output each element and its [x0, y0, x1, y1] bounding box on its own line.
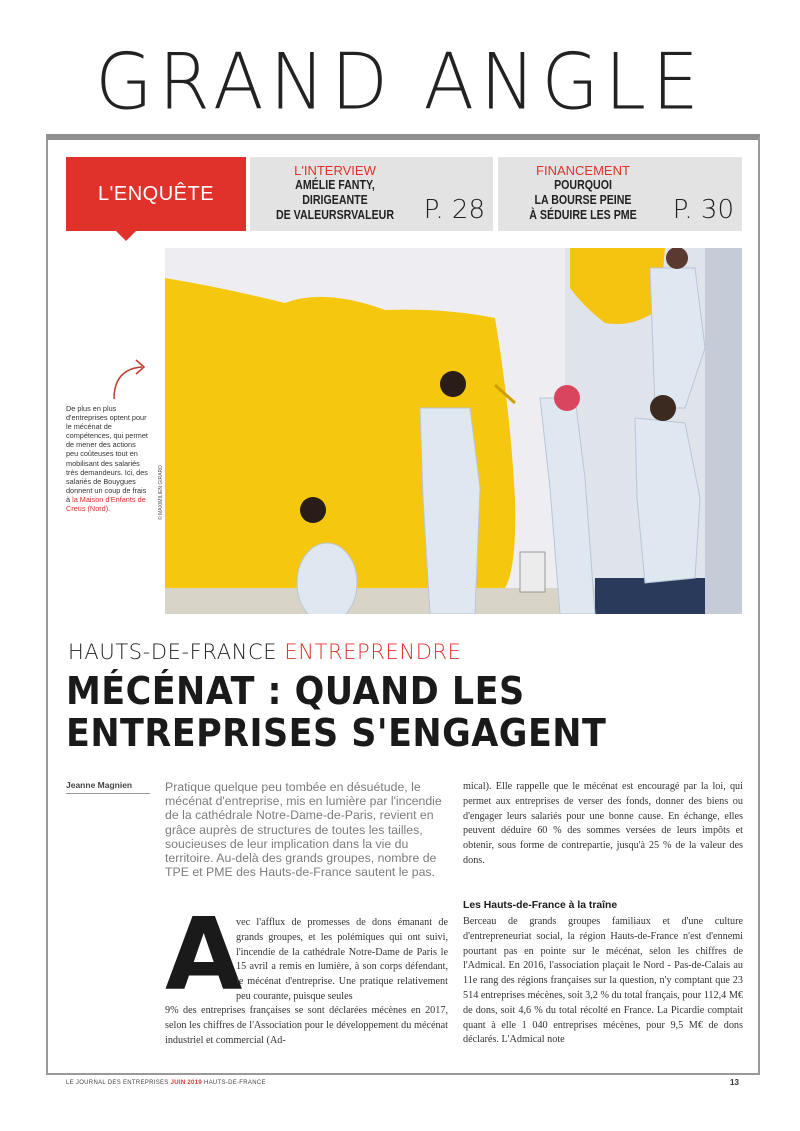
- photo-credit: © MAXIMILIEN GIRARD: [158, 465, 164, 520]
- section-title: GRAND ANGLE: [95, 36, 705, 128]
- nav-interview-line: DIRIGEANTE: [302, 193, 368, 207]
- nav-finance-line: POURQUOI: [554, 178, 612, 192]
- article-lead: Pratique quelque peu tombée en désuétude, le mécénat d'entreprise, mis en lumière par l'incendie de la cathédrale Notre-Dame-de-Paris, revient en grâce auprès de structures de toutes les tailles, soucieuses de leur implication dans la vie du territoire. Au-delà des grands groupes, nombre de TPE et PME des Hauts-de-France sautent le pas.: [165, 780, 442, 880]
- nav-tab-enquete[interactable]: L'ENQUÊTE: [66, 157, 246, 231]
- nav-interview-kicker: L'INTERVIEW: [294, 163, 376, 178]
- footer-region: HAUTS-DE-FRANCE: [203, 1080, 266, 1086]
- body-text-left: vec l'afflux de promesses de dons émanant de grands groupes, et les polémiques qui ont suivi, l'incendie de la cathédrale Notre-Dame de Paris le 15 avril a remis en lumière, à son corps défendant, le mécénat d'entreprise. Une pratique relativement peu courante, puisque seules: [236, 917, 448, 1002]
- footer-edition: JUIN 2019: [170, 1080, 202, 1086]
- curved-arrow-icon: [108, 355, 150, 403]
- nav-finance-line: À SÉDUIRE LES PME: [529, 208, 637, 222]
- nav-interview-text: [263, 178, 408, 223]
- article-photo: [165, 248, 742, 614]
- body-text-right-continued: Berceau de grands groupes familiaux et d'une culture d'entrepreneuriat social, la région Hauts-de-France n'est d'ennemi pourtant pas en pointe sur le mécénat, selon les chiffres de l'Admical. En 2016, l'association plaçait le Nord - Pas-de-Calais au 11e rang des régions françaises sur la question, n'y comptant que 23 514 entreprises mécènes, soit 3,2 % du total français, pour 112,4 M€ de dons, soit 4,6 % du total récolté en France. La Picardie comptait quant à elle 1 040 entreprises mécènes, pour 9,5 M€ de dons déclarés. L'Admical note: [463, 916, 743, 1046]
- byline: Jeanne Magnien: [66, 780, 133, 790]
- body-text-left-continued: 9% des entreprises françaises se sont déclarées mécènes en 2017, selon les chiffres de l'Association pour le développement du mécénat industriel et commercial (Ad-: [165, 1005, 448, 1046]
- nav-tab-financement[interactable]: [498, 157, 742, 231]
- article-headline: [66, 670, 673, 754]
- body-text-right: mical). Elle rappelle que le mécénat est encouragé par la loi, qui permet aux entreprises de verser des fonds, donner des biens ou d'engager leurs salariés pour une bonne cause. En échange, elles peuvent déduire 60 % des sommes versées de leurs impôts et obtenir, sous forme de contrepartie, jusqu'à 25 % de la valeur des dons.: [463, 781, 743, 866]
- nav-interview-line: AMÉLIE FANTY,: [295, 178, 375, 192]
- nav-interview-line: DE VALEURSRVALEUR: [275, 208, 395, 222]
- byline-divider: [66, 793, 150, 794]
- nav-finance-text: [511, 178, 656, 223]
- article-subhead: Les Hauts-de-France à la traîne: [463, 900, 618, 911]
- kicker-region: HAUTS-DE-FRANCE: [68, 640, 278, 664]
- caption-highlight: la Maison d'Enfants de Creus (Nord).: [66, 494, 146, 514]
- article-kicker: [68, 640, 462, 664]
- nav-tab-interview[interactable]: [250, 157, 493, 231]
- kicker-section: ENTREPRENDRE: [284, 640, 462, 664]
- photo-caption: [66, 404, 148, 513]
- page-footer: [66, 1080, 266, 1086]
- footer-publication: LE JOURNAL DES ENTREPRISES: [66, 1080, 169, 1086]
- painting-scene-illustration: [165, 248, 742, 614]
- nav-finance-page: P. 30: [672, 195, 734, 225]
- nav-finance-line: LA BOURSE PEINE: [534, 193, 632, 207]
- nav-interview-page: P. 28: [423, 195, 485, 225]
- drop-cap: A: [165, 896, 243, 1013]
- nav-finance-kicker: FINANCEMENT: [536, 163, 630, 178]
- headline-line: MÉCÉNAT : QUAND LES: [66, 669, 525, 713]
- headline-line: ENTREPRISES S'ENGAGENT: [66, 711, 607, 755]
- caption-text: De plus en plus d'entreprises optent pour le mécénat de compétences, qui permet de mener des actions peu coûteuses tout en mobilisant des salariés très demandeurs. Ici, des salariés de Bouygues donnent un coup de frais à: [66, 404, 148, 504]
- page-number: 13: [730, 1078, 739, 1087]
